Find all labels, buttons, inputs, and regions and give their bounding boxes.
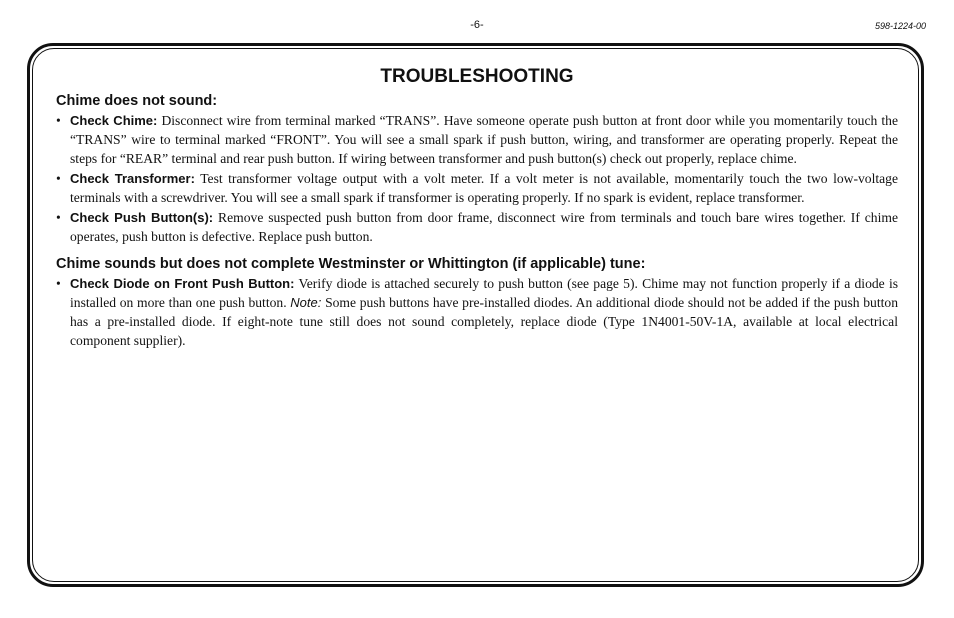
list-item-check-push-buttons: [56, 208, 898, 246]
bullet-icon: •: [56, 276, 61, 291]
section-heading-incomplete-tune: Chime sounds but does not complete Westminster or Whittington (if applicable) tune:: [56, 256, 646, 272]
list-item-check-transformer: [56, 169, 898, 207]
item-lead: Check Transformer:: [70, 171, 195, 186]
bullet-icon: •: [56, 171, 61, 186]
bullet-icon: •: [56, 113, 61, 128]
item-text: Verify diode is attached securely to push button (see page 5). Chime may not function properly if a diode is installed on more than one push button.: [70, 276, 899, 310]
page-title: TROUBLESHOOTING: [380, 66, 574, 87]
item-text: Test transformer voltage output with a volt meter. If a volt meter is not available, momentarily touch the two low-voltage terminals with a screwdriver. You will see a small spark if transformer is operating properly. If no spark is evident, replace transformer.: [70, 171, 898, 205]
section-heading-chime-does-not-sound: Chime does not sound:: [56, 93, 218, 109]
item-lead: Check Push Button(s):: [70, 210, 214, 225]
item-lead: Check Diode on Front Push Button:: [70, 276, 295, 291]
page-number: -6-: [470, 19, 484, 31]
item-lead: Check Chime:: [70, 113, 158, 128]
troubleshooting-content: [56, 93, 898, 351]
check-list-incomplete-tune: [56, 274, 898, 350]
list-item-check-chime: [56, 111, 898, 168]
list-item-check-diode: [56, 274, 898, 350]
item-text: Remove suspected push button from door frame, disconnect wire from terminals and touch bare wires together. If chime operates, push button is defective. Replace push button.: [70, 210, 898, 244]
bullet-icon: •: [56, 210, 61, 225]
check-list-no-sound: [56, 111, 898, 246]
note-label: Note:: [290, 295, 322, 310]
item-text-after-note: Some push buttons have pre-installed diodes. An additional diode should not be added if the push button has a pre-installed diode. If eight-note tune still does not sound completely, replace diode (Type 1N4001-50V-1A, available at local electrical component supplier).: [70, 295, 898, 348]
item-text: Disconnect wire from terminal marked “TRANS”. Have someone operate push button at front door while you momentarily touch the “TRANS” wire to terminal marked “FRONT”. You will see a small spark if push button, wiring, and transformer are operating properly. Repeat the steps for “REAR” terminal and rear push button. If wiring between transformer and push button(s) check out properly, replace chime.: [70, 113, 898, 166]
document-code: 598-1224-00: [874, 21, 926, 31]
